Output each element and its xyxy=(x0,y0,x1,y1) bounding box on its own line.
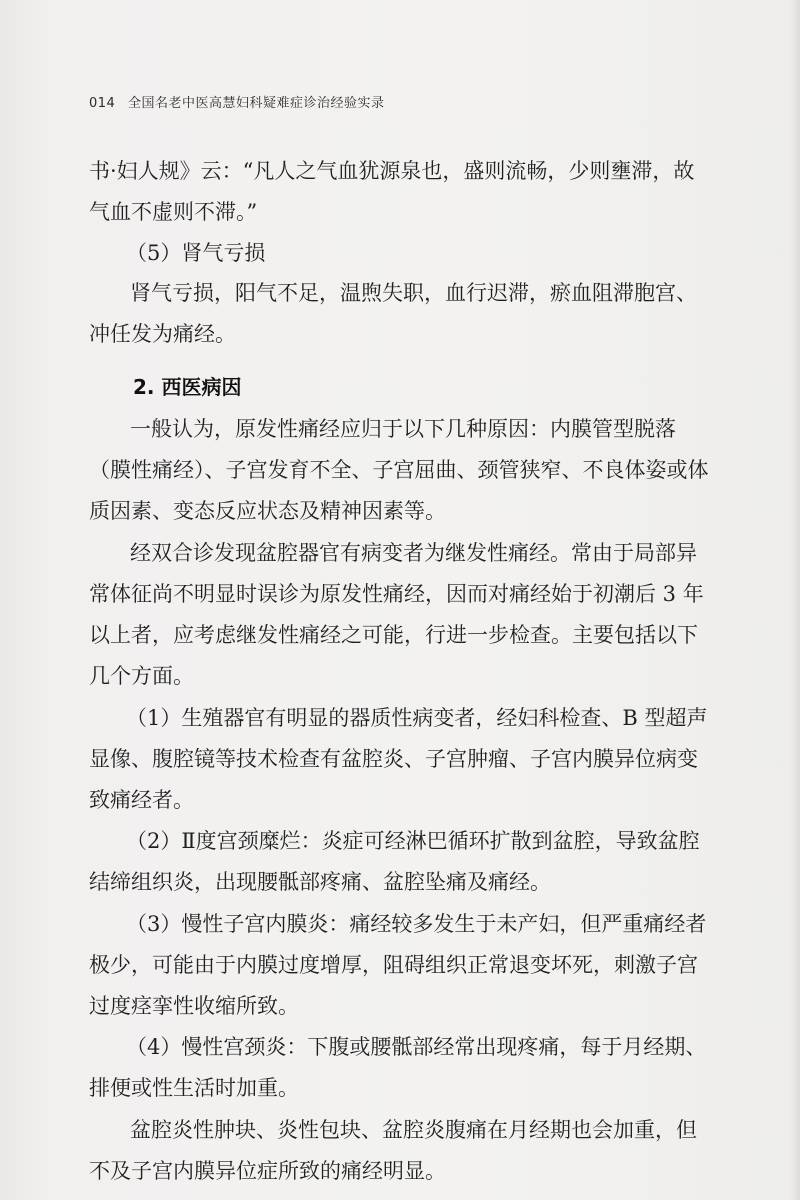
body-line: （3）慢性子宫内膜炎：痛经较多发生于未产妇，但严重痛经者 xyxy=(126,912,707,936)
body-line: 常体征尚不明显时误诊为原发性痛经，因而对痛经始于初潮后 3 年 xyxy=(89,582,704,606)
body-line: （2）Ⅱ度宫颈糜烂：炎症可经淋巴循环扩散到盆腔，导致盆腔 xyxy=(126,829,700,853)
body-line: （膜性痛经）、子宫发育不全、子宫屈曲、颈管狭窄、不良体姿或体 xyxy=(89,458,709,482)
body-line: （4）慢性宫颈炎：下腹或腰骶部经常出现疼痛，每于月经期、 xyxy=(126,1035,707,1059)
body-line: 极少，可能由于内膜过度增厚，阻碍组织正常退变坏死，刺激子宫 xyxy=(89,953,698,977)
body-line: （1）生殖器官有明显的器质性病变者，经妇科检查、B 型超声 xyxy=(126,706,708,730)
page-edge-shadow xyxy=(790,0,800,1200)
body-line: 几个方面。 xyxy=(89,664,194,688)
body-line: 显像、腹腔镜等技术检查有盆腔炎、子宫肿瘤、子宫内膜异位病变 xyxy=(89,747,698,771)
body-line: 经双合诊发现盆腔器官有病变者为继发性痛经。常由于局部异 xyxy=(130,541,697,565)
subheading-line: （5）肾气亏损 xyxy=(126,241,266,265)
body-line: 冲任发为痛经。 xyxy=(89,322,236,346)
section-heading: 2. 西医病因 xyxy=(133,375,242,399)
book-title: 全国名老中医高慧妇科疑难症诊治经验实录 xyxy=(127,96,385,111)
running-header xyxy=(89,92,384,111)
body-line: 盆腔炎性肿块、炎性包块、盆腔炎腹痛在月经期也会加重，但 xyxy=(130,1118,697,1142)
body-line: 过度痉挛性收缩所致。 xyxy=(89,994,299,1018)
page-number: 014 xyxy=(89,96,116,111)
body-line: 肾气亏损，阳气不足，温煦失职，血行迟滞，瘀血阻滞胞宫、 xyxy=(130,281,697,305)
body-line: 气血不虚则不滞。” xyxy=(89,200,258,224)
body-line: 质因素、变态反应状态及精神因素等。 xyxy=(89,499,446,523)
body-line: 书·妇人规》云：“凡人之气血犹源泉也，盛则流畅，少则壅滞，故 xyxy=(89,159,695,183)
body-line: 结缔组织炎，出现腰骶部疼痛、盆腔坠痛及痛经。 xyxy=(89,870,551,894)
body-line: 致痛经者。 xyxy=(89,788,194,812)
body-line: 以上者，应考虑继发性痛经之可能，行进一步检查。主要包括以下 xyxy=(89,623,698,647)
body-line: 排便或性生活时加重。 xyxy=(89,1076,299,1100)
body-line: 不及子宫内膜异位症所致的痛经明显。 xyxy=(89,1159,446,1183)
body-line: 一般认为，原发性痛经应归于以下几种原因：内膜管型脱落 xyxy=(130,417,676,441)
